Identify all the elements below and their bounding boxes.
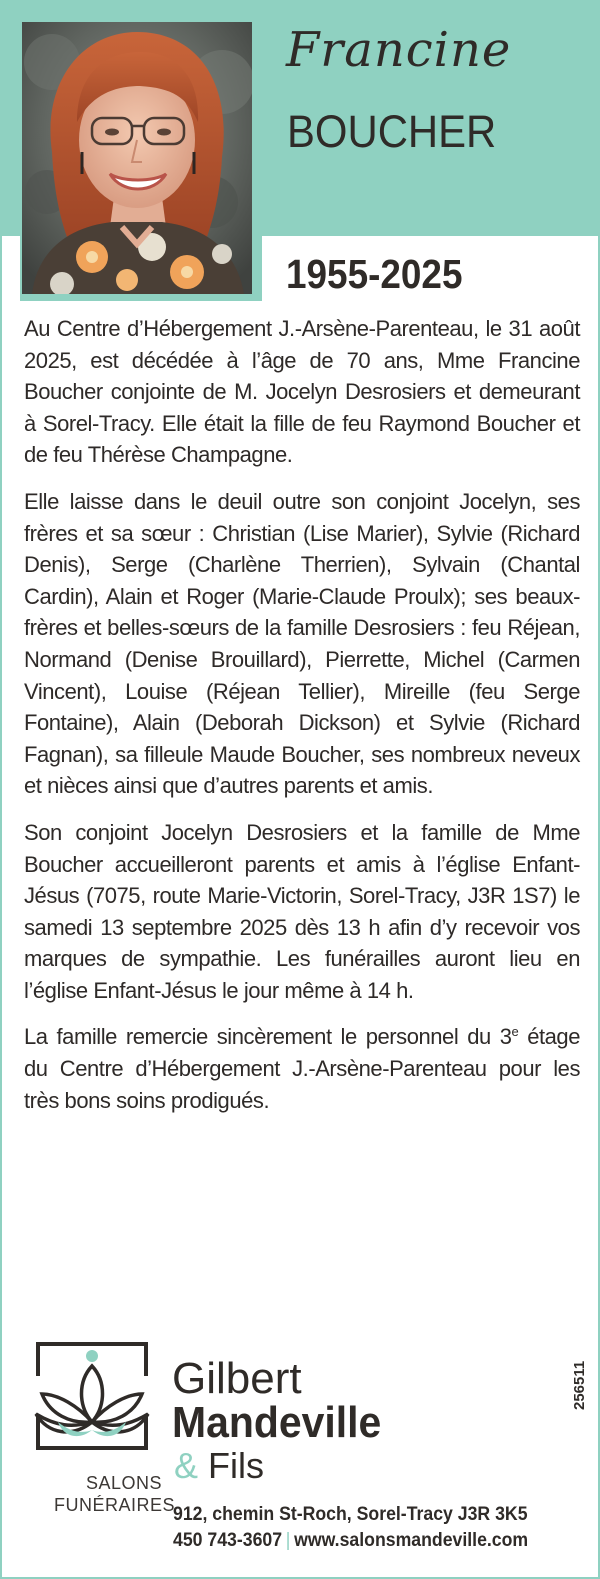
thanks-text-end: étage du Centre d’Hébergement J.-Arsène-Parenteau pour les très bons soins prodigués.: [24, 1024, 580, 1113]
paragraph-survivors: Elle laisse dans le deuil outre son conjoint Jocelyn, ses frères et sa sœur : Christian (Lise Marier), Sylvie (Richard Denis), Serge (Charlène Therrien), Sylvain (Chantal Cardin), Alain et Roger (Marie-Claude Proulx); ses beaux-frères et belles-sœurs de la famille Desrosiers : feu Réjean, Normand (Denise Brouillard), Pierrette, Michel (Carmen Vincent), Louise (Réjean Tellier), Mireille (feu Serge Fontaine), Alain (Deborah Dickson) et Sylvie (Richard Fagnan), sa filleule Maude Boucher, ses nombreux neveux et nièces ainsi que d’autres parents et amis.: [24, 488, 580, 799]
website-link[interactable]: www.salonsmandeville.com: [294, 1530, 529, 1551]
thanks-text-start: La famille remercie sincèrement le personnel du 3: [24, 1024, 512, 1050]
contact-separator: |: [285, 1530, 291, 1551]
salons-word: SALONS: [85, 1473, 162, 1493]
funeral-home-address: 912, chemin St-Roch, Sorel-Tracy J3R 3K5: [173, 1504, 528, 1525]
funeral-home-contact: [173, 1529, 528, 1553]
last-name: BOUCHER: [287, 106, 497, 157]
obituary-text: [24, 313, 580, 1131]
first-name: Francine: [286, 22, 512, 78]
brand-name-fils: [174, 1446, 264, 1486]
brand-name-mandeville: Mandeville: [172, 1398, 382, 1447]
life-years: 1955-2025: [286, 251, 463, 297]
lotus-flower-logo-icon: [28, 1336, 156, 1456]
brand-fils-word: Fils: [208, 1445, 265, 1486]
funeraires-word: FUNÉRAIRES: [54, 1495, 176, 1515]
paragraph-death-announcement: Au Centre d’Hébergement J.-Arsène-Parenteau, le 31 août 2025, est décédée à l’âge de 70 ans, Mme Francine Boucher conjointe de M. Jocelyn Desrosiers et demeurant à Sorel-Tracy. Elle était la fille de feu Raymond Boucher et de feu Thérèse Champagne.: [24, 316, 580, 468]
reference-number: 256511: [571, 1360, 588, 1410]
paragraph-thanks: [24, 1021, 580, 1116]
brand-ampersand: &: [174, 1445, 199, 1486]
paragraph-visitation: Son conjoint Jocelyn Desrosiers et la famille de Mme Boucher accueilleront parents et amis à l’église Enfant-Jésus (7075, route Marie-Victorin, Sorel-Tracy, J3R 1S7) le samedi 13 septembre 2025 dès 13 h afin d’y recevoir vos marques de sympathie. Les funérailles auront lieu en l’église Enfant-Jésus le jour même à 14 h.: [24, 819, 580, 1003]
salons-funeraires-label: [54, 1472, 176, 1516]
ordinal-suffix: e: [511, 1024, 519, 1040]
phone-number: 450 743-3607: [173, 1530, 283, 1551]
brand-name-gilbert: Gilbert: [172, 1354, 302, 1403]
portrait-photo: [22, 22, 252, 294]
